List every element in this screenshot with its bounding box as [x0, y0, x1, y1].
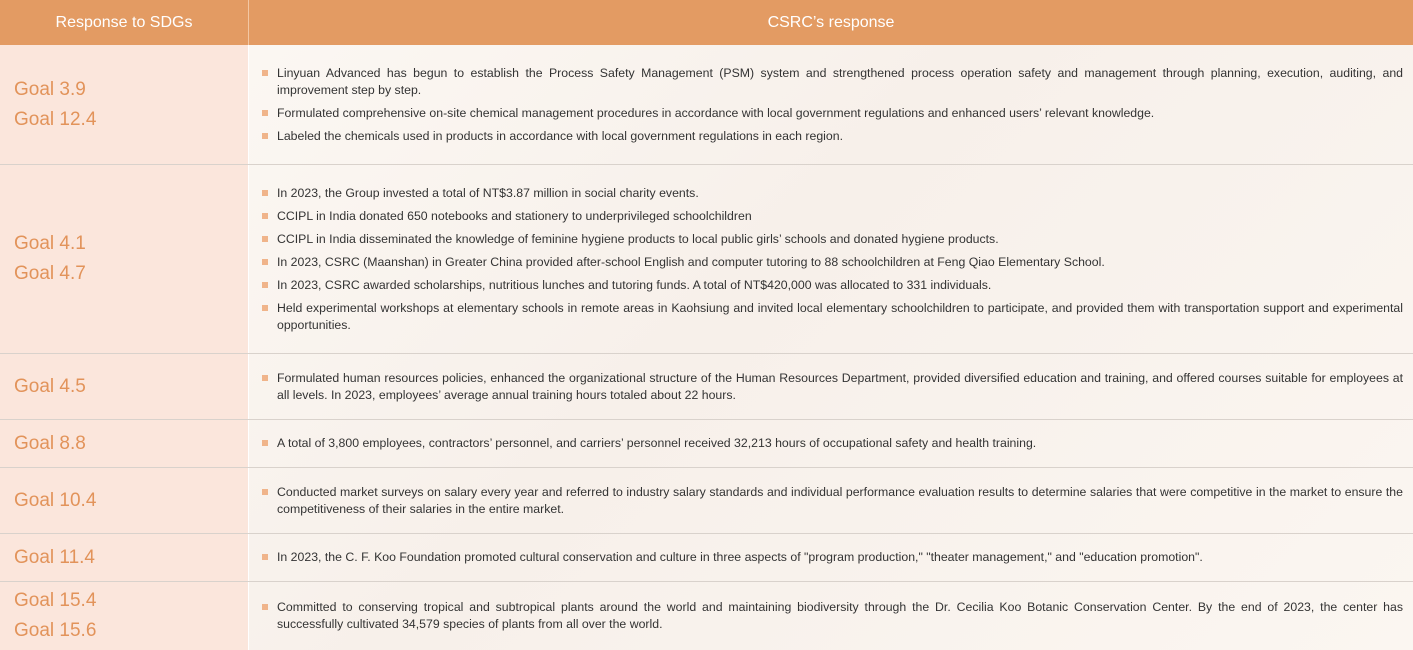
response-item: In 2023, the C. F. Koo Foundation promoted cultural conservation and culture in three aspects of "program production," "theater management," and "education promotion". — [277, 549, 1403, 566]
response-cell — [249, 468, 1413, 533]
response-item: Formulated comprehensive on-site chemical management procedures in accordance with local government regulations and enhanced users’ relevant knowledge. — [277, 105, 1403, 122]
goal-cell — [0, 534, 249, 581]
goal-label: Goal 4.7 — [14, 263, 86, 284]
response-cell — [249, 165, 1413, 353]
table-row — [0, 468, 1413, 534]
response-item: Linyuan Advanced has begun to establish the Process Safety Management (PSM) system and strengthened process operation safety and management through planning, execution, auditing, and improvement step by step. — [277, 65, 1403, 97]
table-row — [0, 165, 1413, 354]
table-row — [0, 420, 1413, 468]
goal-label: Goal 4.1 — [14, 233, 86, 254]
response-cell — [249, 45, 1413, 164]
response-item: In 2023, CSRC (Maanshan) in Greater China provided after-school English and computer tutoring to 88 schoolchildren at Feng Qiao Elementary School. — [277, 254, 1403, 271]
response-cell — [249, 582, 1413, 650]
response-cell — [249, 534, 1413, 581]
goal-cell — [0, 468, 249, 533]
goal-cell — [0, 420, 249, 467]
response-item: In 2023, the Group invested a total of NT$3.87 million in social charity events. — [277, 185, 1403, 202]
response-item: In 2023, CSRC awarded scholarships, nutritious lunches and tutoring funds. A total of NT$420,000 was allocated to 331 individuals. — [277, 277, 1403, 294]
goal-cell — [0, 582, 249, 650]
goal-cell — [0, 165, 249, 353]
goal-label: Goal 8.8 — [14, 432, 86, 454]
goal-label: Goal 12.4 — [14, 108, 97, 130]
goal-label: Goal 15.6 — [14, 620, 97, 641]
table-row — [0, 354, 1413, 420]
response-item: Conducted market surveys on salary every year and referred to industry salary standards and individual performance evaluation results to determine salaries that were competitive in the market to ensure the competitiveness of their salaries in the entire market. — [277, 484, 1403, 516]
response-item: Labeled the chemicals used in products in accordance with local government regulations in each region. — [277, 128, 1403, 145]
goal-label: Goal 3.9 — [14, 78, 86, 100]
goal-label: Goal 11.4 — [14, 546, 95, 568]
goal-cell — [0, 354, 249, 419]
table-header — [0, 0, 1413, 45]
response-item: CCIPL in India donated 650 notebooks and stationery to underprivileged schoolchildren — [277, 208, 1403, 225]
response-cell — [249, 354, 1413, 419]
response-cell — [249, 420, 1413, 467]
response-item: Formulated human resources policies, enhanced the organizational structure of the Human Resources Department, provided diversified education and training, and offered courses suitable for employees at all levels. In 2023, employees’ average annual training hours totaled about 22 hours. — [277, 370, 1403, 402]
table-row — [0, 534, 1413, 582]
response-item: A total of 3,800 employees, contractors’ personnel, and carriers’ personnel received 32,213 hours of occupational safety and health training. — [277, 435, 1403, 452]
goal-label: Goal 15.4 — [14, 590, 97, 611]
header-response-to-sdgs: Response to SDGs — [0, 0, 249, 45]
table-row — [0, 45, 1413, 165]
response-item: Committed to conserving tropical and subtropical plants around the world and maintaining biodiversity through the Dr. Cecilia Koo Botanic Conservation Center. By the end of 2023, the center has successfully cultivated 34,579 species of plants from all over the world. — [277, 600, 1403, 631]
table-row — [0, 582, 1413, 650]
response-item: Held experimental workshops at elementary schools in remote areas in Kaohsiung and invited local elementary schoolchildren to participate, and provided them with transportation support and experimental opportunities. — [277, 300, 1403, 332]
goal-cell — [0, 45, 249, 164]
goal-label: Goal 10.4 — [14, 489, 97, 511]
goal-label: Goal 4.5 — [14, 375, 86, 397]
header-csrc-response: CSRC’s response — [767, 13, 895, 31]
response-item: CCIPL in India disseminated the knowledge of feminine hygiene products to local public girls’ schools and donated hygiene products. — [277, 231, 1403, 248]
